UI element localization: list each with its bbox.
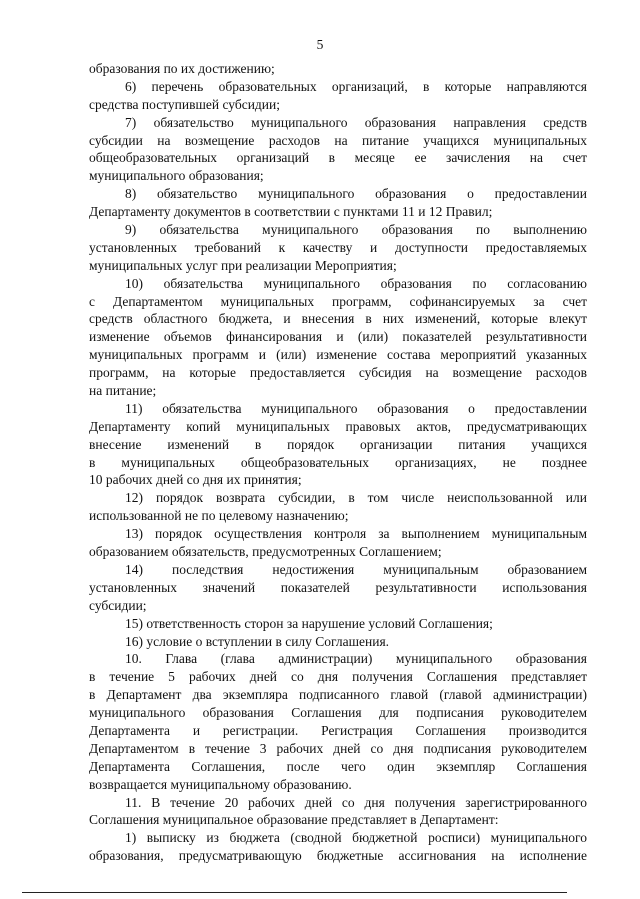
text-line: Соглашения муниципальное образование представляет в Департамент:: [89, 812, 499, 828]
text-line: 11) обязательства муниципального образования о предоставлении: [125, 400, 587, 416]
text-line: с Департаментом муниципальных программ, софинансируемых за счет: [89, 293, 587, 309]
text-line: в муниципальных общеобразовательных организациях, не позднее: [89, 454, 587, 470]
text-line: Департамента и регистрации. Регистрация Соглашения производится: [89, 722, 587, 738]
text-line: средства поступившей субсидии;: [89, 96, 281, 112]
text-line: 7) обязательство муниципального образования направления средств: [125, 114, 587, 130]
text-line: субсидии на возмещение расходов на питание учащихся муниципальных: [89, 132, 587, 148]
text-line: муниципального образования Соглашения для подписания руководителем: [89, 705, 587, 721]
text-line: установленных значений показателей результативности использования: [89, 579, 587, 595]
text-line: в Департамент два экземпляра подписанного главой (главой администрации): [89, 687, 587, 703]
text-line: 8) обязательство муниципального образования о предоставлении: [125, 186, 587, 202]
text-line: 15) ответственность сторон за нарушение условий Соглашения;: [125, 615, 493, 631]
text-line: 1) выписку из бюджета (сводной бюджетной росписи) муниципального: [125, 830, 587, 846]
text-line: использованной не по целевому назначению;: [89, 508, 349, 524]
page-number: 5: [316, 37, 324, 52]
text-line: 6) перечень образовательных организаций, в которые направляются: [125, 78, 587, 94]
text-line: Департаменту документов в соответствии с пунктами 11 и 12 Правил;: [89, 204, 493, 220]
text-line: Департамента Соглашения, после чего один экземпляр Соглашения: [89, 758, 587, 774]
text-line: образованием обязательств, предусмотренных Соглашением;: [89, 544, 442, 560]
text-line: 9) обязательства муниципального образования по выполнению: [125, 222, 587, 238]
text-line: средств областного бюджета, и внесения в них изменений, которые влекут: [89, 311, 587, 327]
text-line: в течение 5 рабочих дней со дня получения Соглашения представляет: [89, 669, 587, 685]
text-line: субсидии;: [89, 597, 147, 613]
text-line: муниципальных программ и (или) изменение состава мероприятий указанных: [89, 347, 587, 363]
text-line: общеобразовательных организаций в месяце ее зачисления на счет: [89, 150, 587, 166]
text-line: 11. В течение 20 рабочих дней со дня получения зарегистрированного: [125, 794, 587, 810]
text-line: 10. Глава (глава администрации) муниципального образования: [125, 651, 587, 667]
text-line: установленных требований к качеству и доступности предоставляемых: [89, 239, 587, 255]
text-line: 14) последствия недостижения муниципальным образованием: [125, 561, 587, 577]
text-line: муниципального образования;: [89, 168, 264, 184]
document-body: [89, 60, 587, 865]
text-line: 13) порядок осуществления контроля за выполнением муниципальным: [125, 526, 587, 542]
text-line: муниципальных услуг при реализации Мероприятия;: [89, 257, 397, 273]
text-line: на питание;: [89, 383, 157, 399]
footer-rule: [22, 892, 567, 893]
text-line: 10 рабочих дней со дня их принятия;: [89, 472, 302, 488]
text-line: 12) порядок возврата субсидии, в том числе неиспользованной или: [125, 490, 587, 506]
text-line: Департаментом в течение 3 рабочих дней со дня подписания руководителем: [89, 740, 587, 756]
text-line: внесение изменений в порядок организации питания учащихся: [89, 436, 587, 452]
text-line: возвращается муниципальному образованию.: [89, 776, 352, 792]
text-line: изменение объемов финансирования и (или) показателей результативности: [89, 329, 587, 345]
text-line: 16) условие о вступлении в силу Соглашения.: [125, 633, 390, 649]
text-line: образования по их достижению;: [89, 61, 275, 76]
text-line: образования, предусматривающую бюджетные ассигнования на исполнение: [89, 848, 587, 864]
text-line: Департаменту копий муниципальных правовых актов, предусматривающих: [89, 418, 587, 434]
text-line: 10) обязательства муниципального образования по согласованию: [125, 275, 587, 291]
text-line: программ, на которые предоставляется субсидия на возмещение расходов: [89, 365, 587, 381]
